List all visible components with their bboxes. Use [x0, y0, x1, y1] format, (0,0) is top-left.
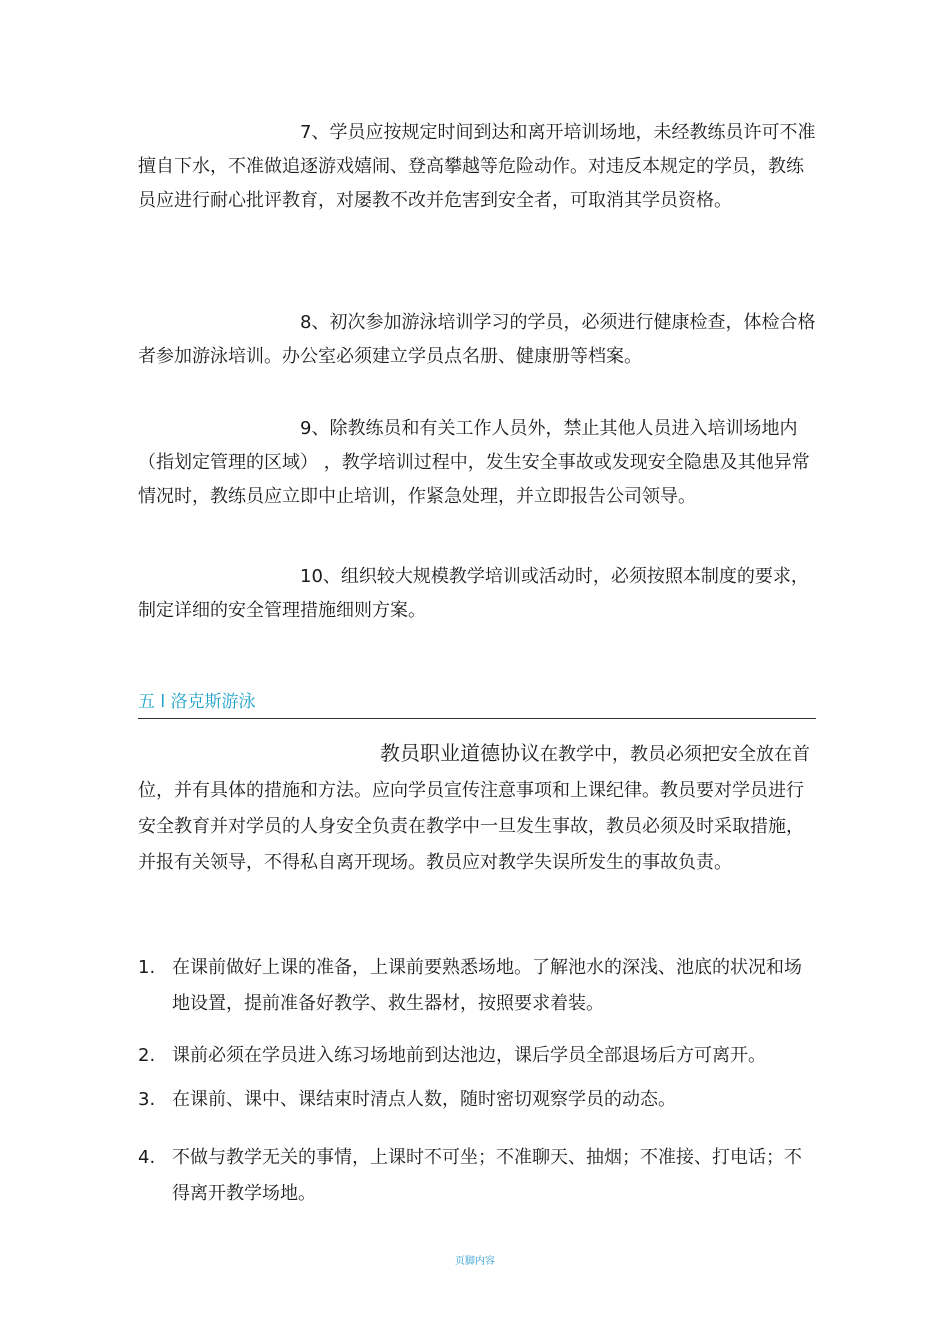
list-index: 2.	[138, 1045, 156, 1066]
rule-paragraph-10	[138, 560, 818, 628]
rule-number: 10、	[300, 566, 341, 587]
agreement-paragraph	[138, 735, 818, 881]
rule-number: 7、	[300, 122, 330, 143]
rule-text: 学员应按规定时间到达和离开培训场地，未经教练员许可不准擅自下水，不准做追逐游戏嬉闹、登高攀越等危险动作。对违反本规定的学员，教练员应进行耐心批评教育，对屡教不改并危害到安全者，可取消其学员资格。	[138, 122, 816, 211]
list-index: 1.	[138, 957, 156, 978]
list-item	[138, 1082, 818, 1118]
list-text: 课前必须在学员进入练习场地前到达池边，课后学员全部退场后方可离开。	[172, 1045, 766, 1066]
page-footer: 页脚内容	[455, 1256, 495, 1267]
rule-number: 9、	[300, 418, 330, 439]
rule-paragraph-7	[138, 116, 818, 218]
list-text: 在课前做好上课的准备，上课前要熟悉场地。了解池水的深浅、池底的状况和场地设置，提前准备好教学、救生器材，按照要求着装。	[172, 957, 802, 1014]
list-item	[138, 1038, 818, 1074]
agreement-title: 教员职业道德协议	[380, 741, 540, 765]
section-heading: 五 l 洛克斯游泳	[138, 688, 816, 719]
list-index: 3.	[138, 1089, 156, 1110]
rule-text: 除教练员和有关工作人员外，禁止其他人员进入培训场地内 （指划定管理的区域） ，教学培训过程中，发生安全事故或发现安全隐患及其他异常情况时，教练员应立即中止培训，作紧急处理，并立即报告公司领导。	[138, 418, 810, 507]
list-index: 4.	[138, 1147, 156, 1168]
list-text: 不做与教学无关的事情，上课时不可坐；不准聊天、抽烟；不准接、打电话；不得离开教学场地。	[172, 1147, 802, 1204]
agreement-text: 在教学中，教员必须把安全放在首位，并有具体的措施和方法。应向学员宣传注意事项和上课纪律。教员要对学员进行安全教育并对学员的人身安全负责在教学中一旦发生事故，教员必须及时采取措施，并报有关领导，不得私自离开现场。教员应对教学失误所发生的事故负责。	[138, 744, 810, 873]
rule-paragraph-8	[138, 306, 818, 374]
rule-number: 8、	[300, 312, 330, 333]
list-item	[138, 1140, 818, 1212]
rule-text: 组织较大规模教学培训或活动时，必须按照本制度的要求，制定详细的安全管理措施细则方案。	[138, 566, 809, 621]
rule-text: 初次参加游泳培训学习的学员，必须进行健康检查，体检合格者参加游泳培训。办公室必须建立学员点名册、健康册等档案。	[138, 312, 816, 367]
list-text: 在课前、课中、课结束时清点人数，随时密切观察学员的动态。	[172, 1089, 676, 1110]
list-item	[138, 950, 818, 1022]
rule-paragraph-9	[138, 412, 818, 514]
